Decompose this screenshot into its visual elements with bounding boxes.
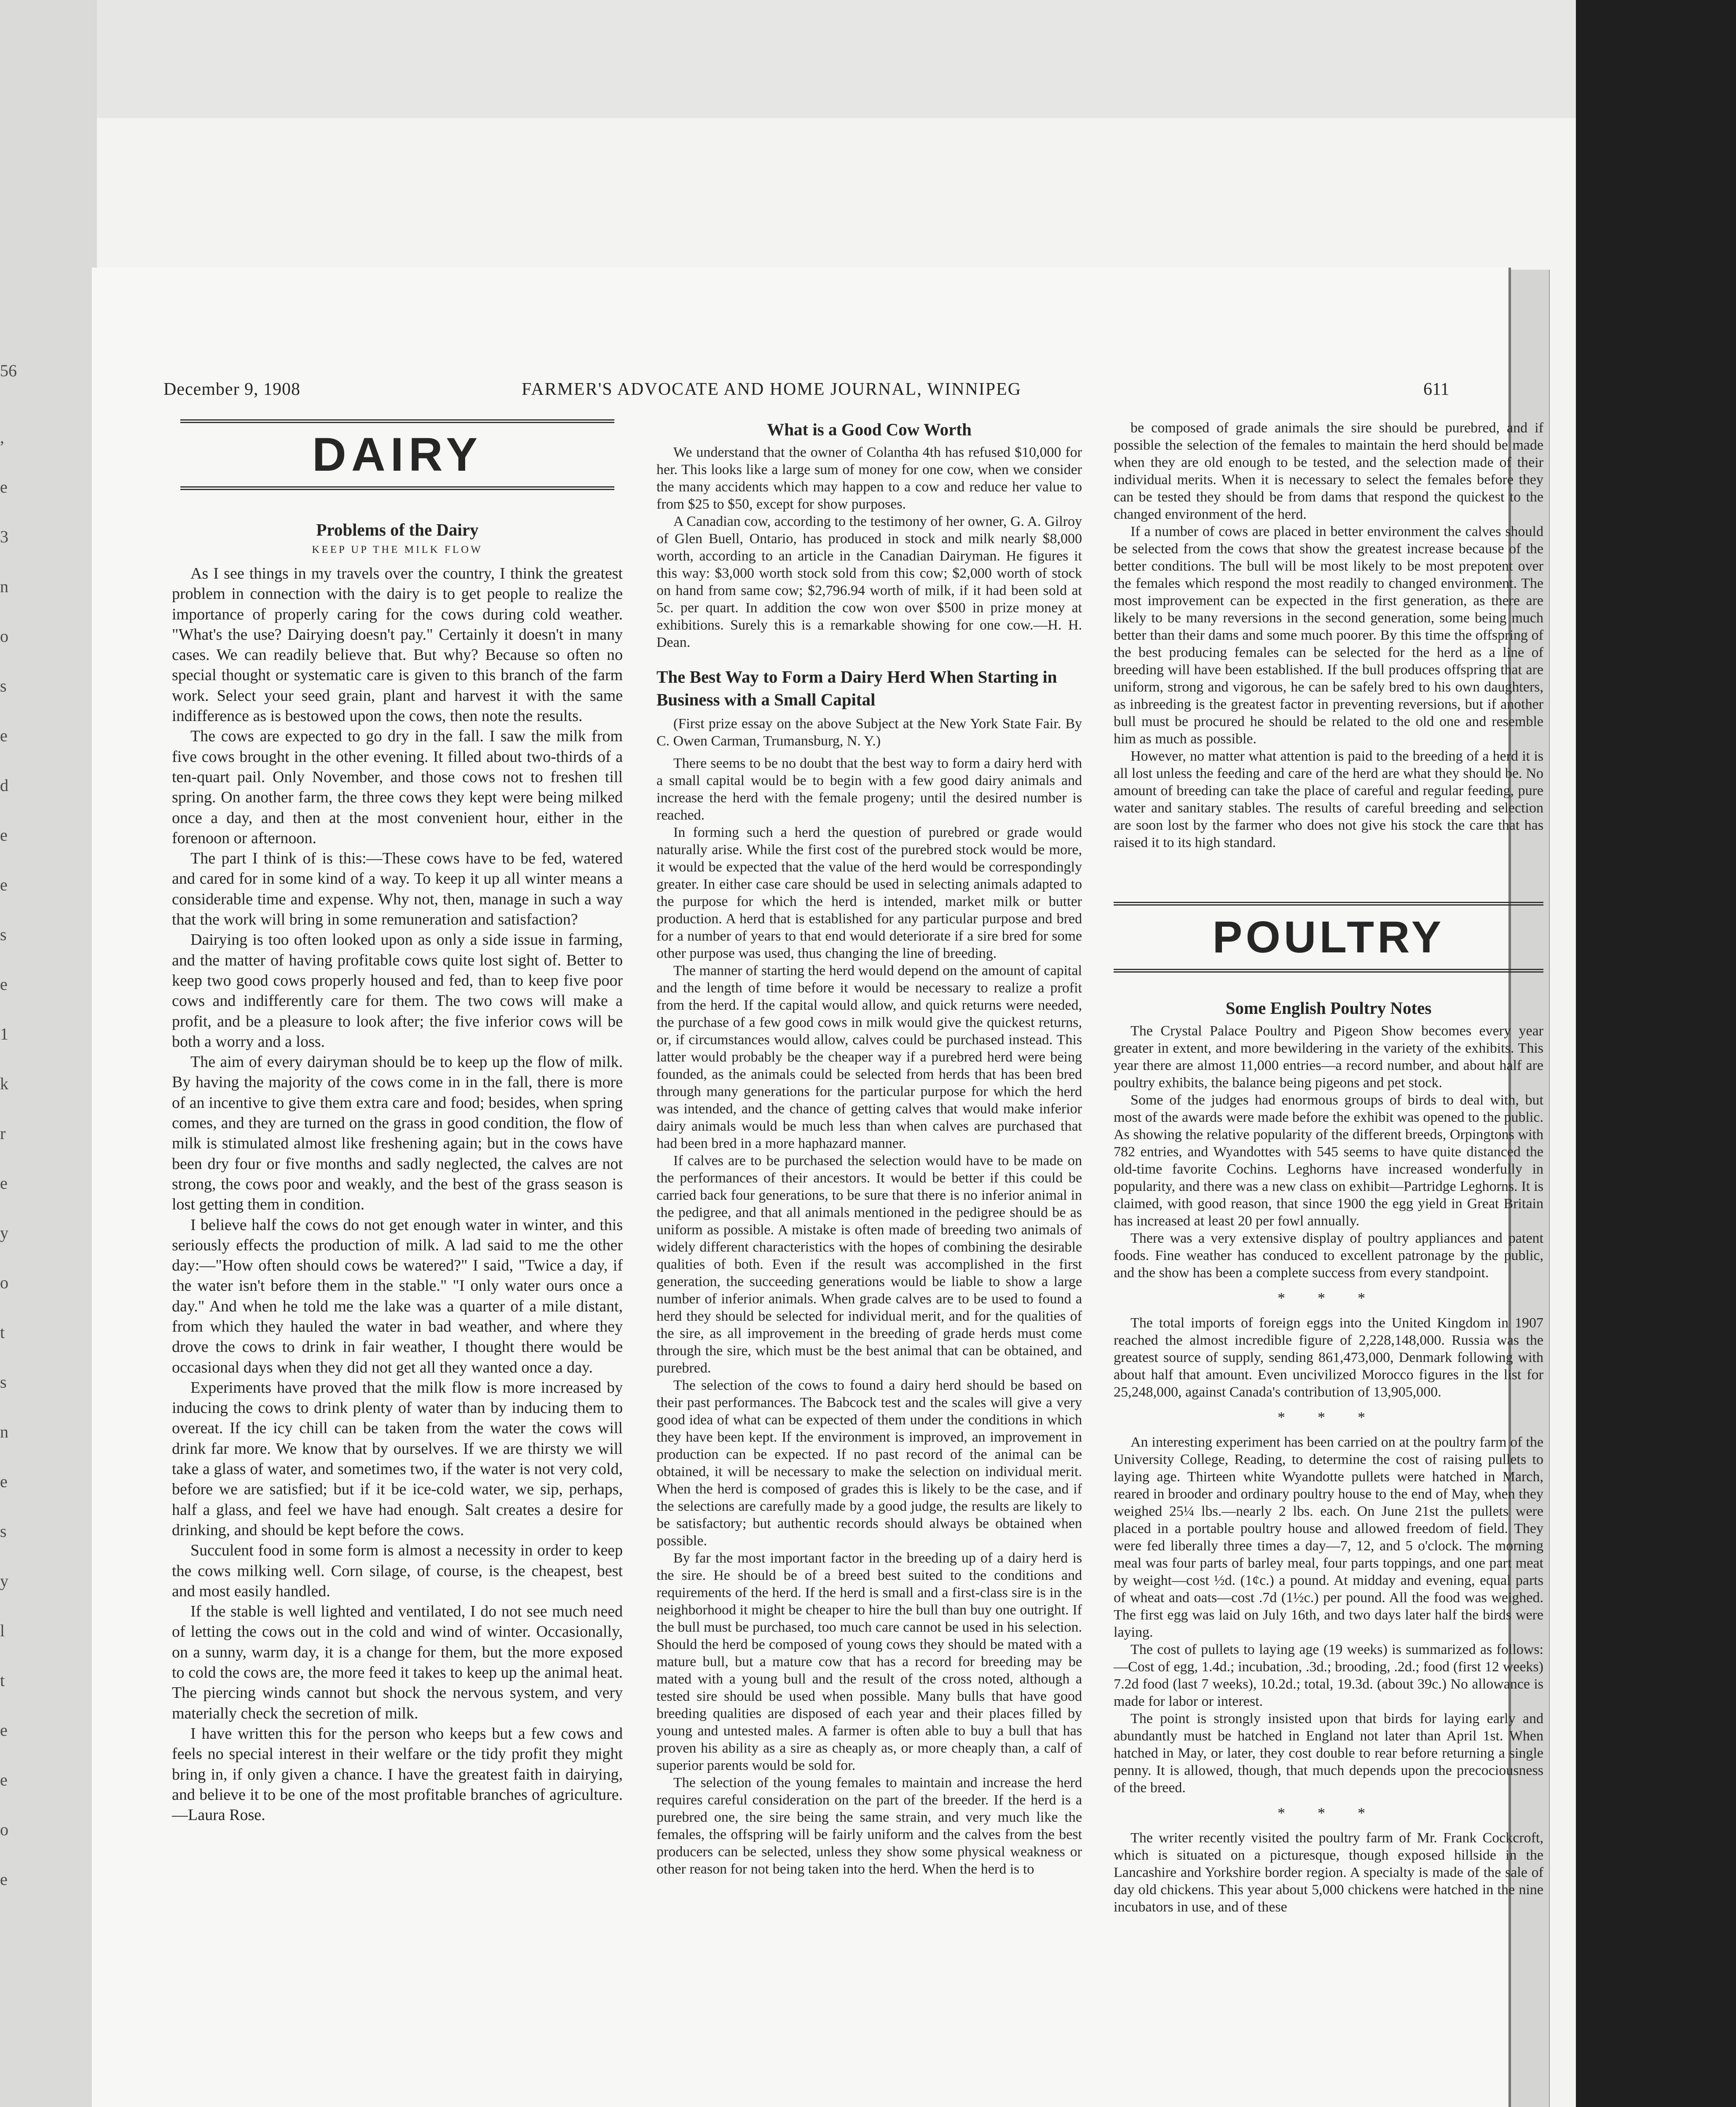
paragraph: The cost of pullets to laying age (19 weeks) is summarized as follows:—Cost of egg, 1.4d.; incubation, .3d.; brooding, .2d.; food (first 12 weeks) 7.2d food (last 7 weeks), 10.2d.; total, 19.3d. (about 39c.) No allowance is made for labor or interest. — [1114, 1642, 1543, 1709]
article-body — [1114, 1022, 1543, 1281]
article-body — [1114, 1434, 1543, 1796]
paragraph: Dairying is too often looked upon as only a side issue in farming, and the matter of having profitable cows quite lost sight of. Better to keep two good cows properly housed and fed, than to keep five poor cows and indifferently care for them. The two cows will make a profit, and be a pleasure to look after; the five inferior cows will be both a worry and a loss. — [172, 931, 623, 1051]
edge-fragment: , — [0, 428, 4, 447]
paragraph: The cows are expected to go dry in the fall. I saw the milk from five cows brought in the other evening. It filled about two-thirds of a ten-quart pail. Only November, and those cows not to freshen till spring. On another farm, the three cows they kept were being milked once a day, and then at the most convenient hour, either in the forenoon or afternoon. — [172, 727, 623, 847]
previous-page-edge-text — [0, 361, 17, 1981]
paragraph: If calves are to be purchased the selection would have to be made on the performances of their ancestors. It would be better if this could be carried back four generations, to be sure that there is no inferior animal in the pedigree, and that all animals mentioned in the pedigree should be as uniform as possible. A mistake is often made of breeding two animals of widely different characteristics with the hopes of combining the desirable qualities of both. Even if the result was accomplished in the first generation, the succeeding generations would be liable to show a large number of inferior animals. When grade calves are to be used to found a herd they should be selected for individual merit, and for the qualities of the sire, as all improvement in the breeding of grade herds must come through the sire, which must be the best animal that can be obtained, and purebred. — [656, 1153, 1082, 1376]
edge-fragment: e — [0, 1472, 8, 1491]
paragraph: There was a very extensive display of poultry appliances and patent foods. Fine weather has conduced to excellent patronage by the public, and the show has been a complete success from every standpoint. — [1114, 1230, 1543, 1281]
edge-fragment: 3 — [0, 527, 8, 546]
edge-fragment: e — [0, 477, 8, 496]
paragraph: The selection of the cows to found a dairy herd should be based on their past performances. The Babcock test and the scales will give a very good idea of what can be expected of them under the conditions in which they have been kept. If the environment is improved, an improvement in production can be expected. If no past record of the animal can be obtained, it will be necessary to make the selection on individual merit. When the herd is composed of grades this is likely to be the case, and if the selections are carefully made by a good judge, the results are likely to be satisfactory; but authentic records should always be obtained when possible. — [656, 1378, 1082, 1549]
edge-fragment: y — [0, 1223, 8, 1242]
article-body — [1114, 1314, 1543, 1401]
column-1 — [172, 419, 623, 1825]
article-title: What is a Good Cow Worth — [767, 420, 972, 439]
paragraph: We understand that the owner of Colantha 4th has refused $10,000 for her. This looks like a large sum of money for one cow, when we consider the many accidents which may happen to a cow and reduce her value to from $25 to $50, except for show purposes. — [656, 445, 1082, 512]
paragraph: The total imports of foreign eggs into the United Kingdom in 1907 reached the almost incredible figure of 2,228,148,000. Russia was the greatest source of supply, sending 861,473,000, Denmark following with about half that amount. Even uncivilized Morocco figures in the list for 25,248,000, against Canada's contribution of 13,905,000. — [1114, 1315, 1543, 1400]
paragraph: The part I think of is this:—These cows have to be fed, watered and cared for in some kind of a way. To keep it up all winter means a considerable time and expense. Why not, then, manage in such a way that the work will bring in some remuneration and satisfaction? — [172, 850, 623, 929]
edge-fragment: e — [0, 1870, 8, 1889]
paragraph: In forming such a herd the question of purebred or grade would naturally arise. While the first cost of the purebred stock would be more, it would be expected that the value of the herd would be correspondingly greater. In either case care should be used in selecting animals adapted to the purpose for which the herd is intended, market milk or butter production. A herd that is established for any particular purpose and bred for a number of years to that end would deteriorate if a sire bred for some other purpose was used, thus changing the line of breeding. — [656, 825, 1082, 961]
page-header — [92, 379, 1508, 413]
article-body — [656, 755, 1082, 1878]
edge-fragment: s — [0, 1372, 7, 1391]
edge-fragment: s — [0, 925, 7, 944]
paragraph: An interesting experiment has been carried on at the poultry farm of the University College, Reading, to determine the cost of raising pullets to laying age. Thirteen white Wyandotte pullets were hatched in March, reared in brooder and ordinary poultry house to the end of May, when they weighed 25¼ lbs.—nearly 2 lbs. each. On June 21st the pullets were placed in a portable poultry house and allowed freedom of field. They were fed liberally three times a day—7, 12, and 5 o'clock. The morning meal was four parts of barley meal, four parts toppings, and one part meat by weight—cost ½d. (1¢c.) a pound. At midday and evening, equal parts of wheat and oats—cost .7d (1½c.) per pound. All the food was weighed. The first egg was laid on July 16th, and two days later half the birds were laying. — [1114, 1434, 1543, 1640]
edge-fragment: 56 — [0, 361, 17, 380]
edge-fragment: o — [0, 1273, 8, 1292]
paragraph: I believe half the cows do not get enough water in winter, and this seriously effects the production of milk. A lad said to me the other day:—"How often should cows be watered?" I said, "Twice a day, if the water isn't before them in the stable." "I only water ours once a day." And when he told me the lake was a quarter of a mile distant, from which they hauled the water in bad weather, and where they drove the cows to drink in fair weather, I thought there would be occasional days when they did not get all they wanted once a day. — [172, 1216, 623, 1376]
dairy-section-title: DAIRY — [180, 419, 614, 490]
article-continuation — [1114, 419, 1543, 851]
edge-fragment: e — [0, 726, 8, 745]
paragraph: The selection of the young females to maintain and increase the herd requires careful consideration on the part of the breeder. If the herd is a purebred one, the sire being the same strain, and very much like the females, the offspring will be fairly uniform and the calves from the best producers can be selected, unless they show some physical weakness or other reason for not being taken into the herd. When the herd is to — [656, 1775, 1082, 1877]
edge-fragment: o — [0, 627, 8, 646]
paragraph: The aim of every dairyman should be to keep up the flow of milk. By having the majority of the cows come in in the fall, there is more of an incentive to give them extra care and food; besides, when spring comes, and they are turned on the grass in good condition, the flow of milk is stimulated almost like freshening again; but in the cows have been dry four or five months and sadly neglected, the calves are not strong, the cows poor and weakly, and the best of the grass season is lost getting them in condition. — [172, 1053, 623, 1214]
paragraph: The writer recently visited the poultry farm of Mr. Frank Cockcroft, which is situated on a picturesque, though exposed hillside in the Lancashire and Yorkshire border region. A specialty is made of the sale of day old chickens. This year about 5,000 chickens were hatched in the nine incubators in use, and of these — [1114, 1830, 1543, 1915]
poultry-section-title: POULTRY — [1114, 902, 1543, 973]
column-3 — [1114, 419, 1543, 1916]
scan-background-top — [0, 0, 1576, 118]
paragraph: There seems to be no doubt that the best way to form a dairy herd with a small capital would be to begin with a few good dairy animals and increase the herd with the female progeny; until the desired number is reached. — [656, 756, 1082, 823]
edge-fragment: e — [0, 1721, 8, 1740]
section-separator: * * * — [1278, 1409, 1380, 1426]
publication-title: FARMER'S ADVOCATE AND HOME JOURNAL, WINNIPEG — [522, 380, 1022, 399]
paragraph: If a number of cows are placed in better environment the calves should be selected from the cows that show the greatest increase because of the better conditions. The bull will be most likely to be most prepotent over the females which respond the most readily to changed environment. The most improvement can be expected in the first generation, as there are likely to be many reversions in the second generation, some being much better than their dams and some much poorer. By this time the offspring of the best producing females can be selected for the herd as a line of breeding will have been established. If the bull produces offspring that are uniform, strong and vigorous, he can be safely bred to his own daughters, as inbreeding is the greatest factor in preventing reversions, but if another bull must be procured he should be related to the old one and resemble him as much as possible. — [1114, 524, 1543, 747]
scan-background-right — [1576, 0, 1736, 2107]
paragraph: If the stable is well lighted and ventilated, I do not see much need of letting the cows out in the cold and wind of winter. Occasionally, on a sunny, warm day, it is a change for them, but the more exposed to cold the cows are, the more feed it takes to keep up the animal heat. The piercing winds cannot but shock the nervous system, and very materially check the secretion of milk. — [172, 1603, 623, 1722]
edge-fragment: s — [0, 1522, 7, 1541]
edge-fragment: e — [0, 826, 8, 844]
edge-fragment: t — [0, 1671, 5, 1690]
paragraph: Succulent food in some form is almost a necessity in order to keep the cows milking well. Corn silage, of course, is the cheapest, best and most easily handled. — [172, 1541, 623, 1600]
paragraph: The manner of starting the herd would depend on the amount of capital and the length of time before it would be necessary to realize a profit from the herd. If the capital would allow, and quick returns were needed, the purchase of a few good cows in milk would give the quickest returns, or, if circumstances would allow, calves could be purchased instead. This latter would probably be the cheaper way if a purebred herd were being founded, as the animals could be selected from herds that has been bred through many generations for the particular purpose for which the herd was intended, and the chance of getting calves that would make inferior dairy animals would be much less than when calves are purchased that had been bred in a more haphazard manner. — [656, 963, 1082, 1151]
paragraph: The Crystal Palace Poultry and Pigeon Show becomes every year greater in extent, and more bewildering in the variety of the exhibits. This year there are almost 11,000 entries—a record number, and about half are poultry exhibits, the balance being pigeons and pet stock. — [1114, 1023, 1543, 1091]
article-title: Some English Poultry Notes — [1225, 998, 1432, 1018]
edge-fragment: n — [0, 577, 8, 596]
edge-fragment: t — [0, 1323, 5, 1342]
paragraph: Some of the judges had enormous groups of birds to deal with, but most of the awards were made before the exhibit was opened to the public. As showing the relative popularity of the different breeds, Orpingtons with 782 entries, and Wyandottes with 545 seems to have quite distanced the old-time favorite Cochins. Leghorns have increased wonderfully in popularity, and there was a new class on exhibit—Partridge Leghorns. It is claimed, with good reason, that since 1900 the egg yield in Great Britain has increased at least 20 per fowl annually. — [1114, 1092, 1543, 1229]
paragraph: A Canadian cow, according to the testimony of her owner, G. A. Gilroy of Glen Buell, Ontario, has produced in stock and milk nearly $8,000 worth, according to an article in the Canadian Dairyman. He figures it this way: $3,000 worth stock sold from this cow; $2,000 worth of stock on hand from same cow; $2,796.94 worth of milk, if it had been sold at 5c. per quart. In addition the cow won over $500 in prize money at exhibitions. Surely this is a remarkable showing for one cow.—H. H. Dean. — [656, 514, 1082, 650]
edge-fragment: o — [0, 1820, 8, 1839]
edge-fragment: 1 — [0, 1024, 8, 1043]
article-body — [656, 444, 1082, 651]
paragraph: As I see things in my travels over the country, I think the greatest problem in connection with the dairy is to get people to realize the importance of properly caring for the cows during cold weather. "What's the use? Dairying doesn't pay." Certainly it doesn't in many cases. We can readily believe that. But why? Because so often no special thought or systematic care is given to this branch of the farm work. Select your seed grain, plant and harvest it with the same indifference as is bestowed upon the cows, then note the results. — [172, 565, 623, 725]
section-separator: * * * — [1278, 1804, 1380, 1821]
paragraph: Experiments have proved that the milk flow is more increased by inducing the cows to drink plenty of water than by inducing them to overeat. If the icy chill can be taken from the water the cows will drink far more. We know that by ourselves. If we are thirsty we will take a glass of water, and sometimes two, if the water is not very cold, before we are satisfied; but if it be ice-cold water, we sip, perhaps, half a glass, and feel we have had enough. Salt creates a desire for drinking, and should be kept before the cows. — [172, 1378, 623, 1539]
page-number: 611 — [1423, 380, 1449, 399]
edge-fragment: d — [0, 776, 8, 795]
paragraph: I have written this for the person who keeps but a few cows and feels no special interest in their welfare or the tidy profit they might bring in, if only given a chance. I have the greatest faith in dairying, and believe it to be one of the most profitable branches of agriculture.—Laura Rose. — [172, 1724, 623, 1824]
column-2 — [656, 419, 1082, 1878]
article-subtitle: KEEP UP THE MILK FLOW — [312, 544, 483, 555]
edge-fragment: k — [0, 1074, 8, 1093]
issue-date: December 9, 1908 — [163, 380, 301, 399]
article-title: The Best Way to Form a Dairy Herd When Starting in Business with a Small Capital — [656, 667, 1057, 709]
paragraph: The point is strongly insisted upon that birds for laying early and abundantly must be hatched in England not later than April 1st. When hatched in May, or later, they cost double to rear before returning a single penny. It is allowed, though, that much depends upon the precociousness of the breed. — [1114, 1711, 1543, 1796]
paragraph: However, no matter what attention is paid to the breeding of a herd it is all lost unless the feeding and care of the herd are what they should be. No amount of breeding can take the place of careful and regular feeding, pure water and sanitary stables. The results of careful breeding and selection are soon lost by the farmer who does not give his stock the care that has raised it to its high standard. — [1114, 748, 1543, 850]
edge-fragment: n — [0, 1422, 8, 1441]
edge-fragment: r — [0, 1124, 6, 1143]
edge-fragment: e — [0, 975, 8, 994]
article-body — [172, 563, 623, 1825]
paragraph: be composed of grade animals the sire should be purebred, and if possible the selection of the females to maintain the herd should be made when they are old enough to be tested, and the selection made of their individual merits. When it is necessary to select the females before they can be tested they should be from dams that respond the quickest to the changed environment of the herd. — [1114, 420, 1543, 522]
article-title: Problems of the Dairy — [316, 520, 479, 539]
article-byline: (First prize essay on the above Subject at the New York State Fair. By C. Owen Carman, Trumansburg, N. Y.) — [656, 716, 1082, 749]
article-body — [1114, 1829, 1543, 1916]
edge-fragment: e — [0, 875, 8, 894]
edge-fragment: e — [0, 1770, 8, 1789]
paragraph: By far the most important factor in the breeding up of a dairy herd is the sire. He should be of a breed best suited to the conditions and requirements of the herd. If the herd is small and a first-class sire is in the neighborhood it might be cheaper to hire the bull than buy one outright. If the bull must be purchased, too much care cannot be used in his selection. Should the herd be composed of young cows they should be mated with a mature bull, but a mature cow that has a record for breeding may be mated with a young bull and the result of the cross noted, although a tested sire should be used when possible. Many bulls that have good breeding qualities are disposed of each year and their places filled by young and untested males. A farmer is often able to buy a bull that has proven his ability as a sire as cheaply as, or more cheaply than, a calf of superior parents would be sold for. — [656, 1550, 1082, 1773]
newspaper-page — [92, 268, 1543, 2107]
edge-fragment: e — [0, 1174, 8, 1193]
edge-fragment: s — [0, 676, 7, 695]
edge-fragment: y — [0, 1571, 8, 1590]
edge-fragment: l — [0, 1621, 5, 1640]
section-separator: * * * — [1278, 1289, 1380, 1306]
